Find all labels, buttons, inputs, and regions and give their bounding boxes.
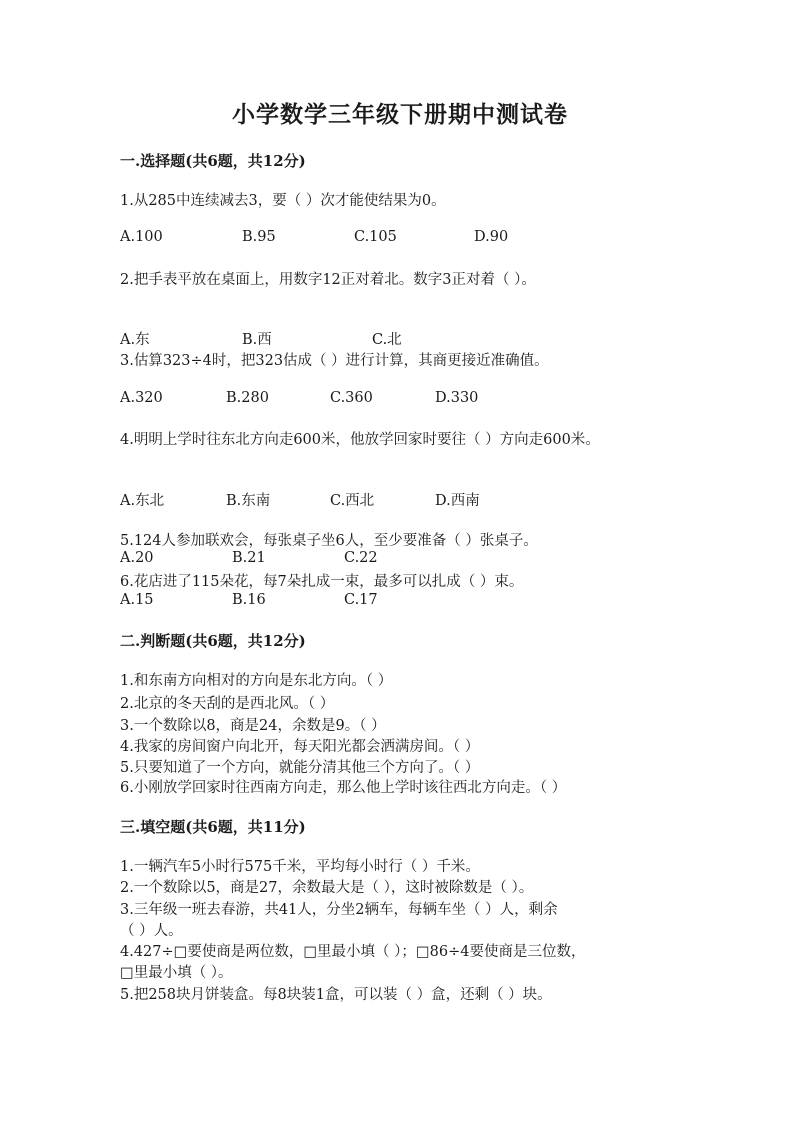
judge-item-1: 1.和东南方向相对的方向是东北方向。（ ）: [120, 673, 393, 689]
q3-option-a: A.320: [120, 390, 163, 406]
q1-option-a: A.100: [120, 229, 163, 245]
question-5: 5.124人参加联欢会，每张桌子坐6人，至少要准备（ ）张桌子。: [120, 533, 538, 549]
judge-item-2: 2.北京的冬天刮的是西北风。（ ）: [120, 696, 335, 712]
fill-item-4-continued: □里最小填（ ）。: [120, 965, 233, 981]
question-3: 3.估算323÷4时，把323估成（ ）进行计算，其商更接近准确值。: [120, 353, 549, 369]
q6-option-a: A.15: [120, 592, 154, 608]
fill-item-3: 3.三年级一班去春游，共41人，分坐2辆车，每辆车坐（ ）人，剩余: [120, 902, 558, 918]
question-6: 6.花店进了115朵花，每7朵扎成一束，最多可以扎成（ ）束。: [120, 574, 524, 590]
q5-option-b: B.21: [232, 550, 266, 566]
q4-option-b: B.东南: [226, 493, 271, 509]
q4-option-c: C.西北: [330, 493, 375, 509]
q4-option-d: D.西南: [435, 493, 480, 509]
exam-title: 小学数学三年级下册期中测试卷: [232, 101, 568, 128]
fill-item-4: 4.427÷□要使商是两位数，□里最小填（ ）；□86÷4要使商是三位数，: [120, 944, 586, 960]
judge-item-5: 5.只要知道了一个方向，就能分清其他三个方向了。（ ）: [120, 760, 480, 776]
question-2: 2.把手表平放在桌面上，用数字12正对着北。数字3正对着（ ）。: [120, 272, 536, 288]
q4-option-a: A.东北: [120, 493, 165, 509]
q2-option-b: B.西: [242, 332, 272, 348]
q6-option-c: C.17: [344, 592, 378, 608]
question-4: 4.明明上学时往东北方向走600米，他放学回家时要往（ ）方向走600米。: [120, 432, 600, 448]
q3-option-d: D.330: [435, 390, 479, 406]
q2-option-c: C.北: [372, 332, 402, 348]
q1-option-b: B.95: [242, 229, 276, 245]
q6-option-b: B.16: [232, 592, 266, 608]
judge-item-6: 6.小刚放学回家时往西南方向走，那么他上学时该往西北方向走。（ ）: [120, 780, 567, 796]
question-1: 1.从285中连续减去3，要（ ）次才能使结果为0。: [120, 193, 446, 209]
fill-item-3-continued: （ ）人。: [120, 923, 183, 939]
section2-heading: 二.判断题(共6题，共12分): [120, 632, 306, 650]
q1-option-c: C.105: [354, 229, 397, 245]
section1-heading: 一.选择题(共6题，共12分): [120, 152, 306, 170]
q3-option-b: B.280: [226, 390, 269, 406]
judge-item-4: 4.我家的房间窗户向北开，每天阳光都会洒满房间。（ ）: [120, 739, 480, 755]
fill-item-2: 2.一个数除以5，商是27，余数最大是（ ），这时被除数是（ ）。: [120, 880, 534, 896]
q5-option-a: A.20: [120, 550, 154, 566]
q5-option-c: C.22: [344, 550, 378, 566]
q3-option-c: C.360: [330, 390, 373, 406]
fill-item-5: 5.把258块月饼装盒。每8块装1盒，可以装（ ）盒，还剩（ ）块。: [120, 987, 552, 1003]
judge-item-3: 3.一个数除以8，商是24，余数是9。（ ）: [120, 718, 386, 734]
section3-heading: 三.填空题(共6题，共11分): [120, 818, 306, 836]
q1-option-d: D.90: [474, 229, 509, 245]
fill-item-1: 1.一辆汽车5小时行575千米，平均每小时行（ ）千米。: [120, 859, 480, 875]
q2-option-a: A.东: [120, 332, 150, 348]
